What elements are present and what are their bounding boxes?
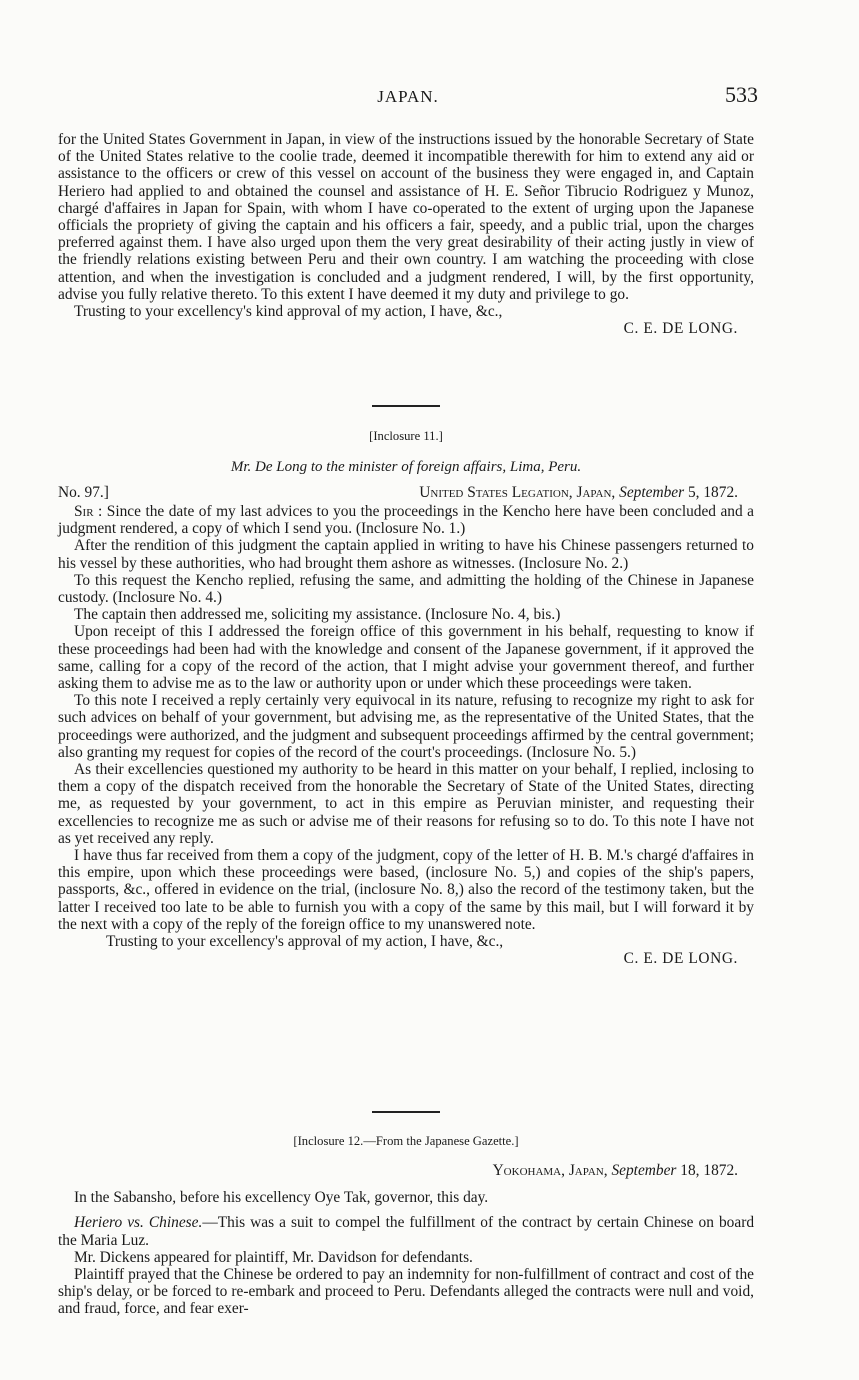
- article-dateline: Yokohama, Japan, September 18, 1872.: [492, 1162, 738, 1179]
- article-paragraph: Heriero vs. Chinese.—This was a suit to compel the fulfillment of the contract by certain Chinese on board the Maria Luz.: [58, 1214, 755, 1249]
- closing-line: Trusting to your excellency's kind approval of my action, I have, &c.,: [74, 303, 503, 321]
- continued-paragraph: for the United States Government in Japan, in view of the instructions issued by the honorable Secretary of State of the United States relative to the coolie trade, deemed it incompatible therewith for him to extend any aid or assistance to the officers or crew of this vessel on account of the business they were engaged in, and Captain Heriero had applied to and obtained the counsel and assistance of H. E. Señor Tibrucio Rodriguez y Munoz, chargé d'affaires in Japan for Spain, with whom I have co-operated to the extent of urging upon the Japanese officials the propriety of giving the captain and his officers a fair, speedy, and a public trial, upon the charges preferred against them. I have also urged upon them the very great desirability of their acting justly in view of the friendly relations existing between Peru and their own country. I am watching the proceeding with close attention, and when the investigation is concluded and a judgment rendered, I will, by the first opportunity, advise you fully relative thereto. To this extent I have deemed it my duty and privilege to go.: [58, 131, 754, 303]
- closing-line: Trusting to your excellency's approval of my action, I have, &c.,: [106, 933, 504, 951]
- letter-paragraph: Sir : Since the date of my last advices to you the proceedings in the Kencho here have been concluded and a judgment rendered, a copy of which I send you. (Inclosure No. 1.): [58, 503, 754, 538]
- article-paragraph: Mr. Dickens appeared for plaintiff, Mr. Davidson for defendants.: [74, 1248, 473, 1266]
- letter-paragraph: Upon receipt of this I addressed the foreign office of this government in his behalf, requesting to know if these proceedings had been had with the knowledge and consent of the Japanese government, if it approved the same, calling for a copy of the record of the action, that I might advise your government thereof, and further asking them to advise me as to the law or authority upon or under which these proceedings were taken.: [58, 623, 754, 693]
- inclosure-12-article: [58, 1162, 754, 1318]
- page-header: [58, 82, 758, 110]
- inclosure-12-heading: [58, 1133, 754, 1151]
- letter-paragraph: The captain then addressed me, soliciting my assistance. (Inclosure No. 4, bis.): [74, 606, 561, 624]
- inclosure-11-letter: [58, 484, 754, 967]
- section-divider: [372, 1111, 440, 1113]
- article-intro: In the Sabansho, before his excellency Oye Tak, governor, this day.: [74, 1189, 489, 1207]
- letter-dateline: [58, 484, 754, 502]
- running-head: JAPAN.: [377, 87, 439, 106]
- case-name: Heriero vs. Chinese.: [74, 1214, 203, 1232]
- letter-paragraph: I have thus far received from them a copy of the judgment, copy of the letter of H. B. M.'s chargé d'affaires in this empire, upon which these proceedings were based, (inclosure No. 5,) and copies of the ship's papers, passports, &c., offered in evidence on the trial, (inclosure No. 8,) also the record of the testimony taken, but the latter I received too late to be able to furnish you with a copy of the same by this mail, but I will forward it by the next with a copy of the reply of the foreign office to my unanswered note.: [58, 847, 754, 933]
- letter-paragraph: To this note I received a reply certainly very equivocal in its nature, refusing to recognize my right to ask for such advices on behalf of your government, but advising me, as the representative of the United States, that the proceedings were authorized, and the judgment and subsequent proceedings affirmed by the central government; also granting my request for copies of the record of the court's proceedings. (Inclosure No. 5.): [58, 692, 754, 761]
- signature: C. E. DE LONG.: [623, 320, 738, 338]
- letter-number: No. 97.]: [58, 484, 109, 501]
- section-divider: [372, 405, 440, 407]
- inclosure-label: [Inclosure 12.—From the Japanese Gazette.]: [293, 1134, 519, 1148]
- letter-paragraph: To this request the Kencho replied, refusing the same, and admitting the holding of the Chinese in Japanese custody. (Inclosure No. 4.): [58, 571, 754, 607]
- letter-title: Mr. De Long to the minister of foreign affairs, Lima, Peru.: [230, 459, 582, 475]
- letter-paragraph: As their excellencies questioned my authority to be heard in this matter on your behalf, I replied, inclosing to them a copy of the dispatch received from the honorable the Secretary of State of the United States, directing me, as requested by your government, to act in this empire as Peruvian minister, and requesting their excellencies to recognize me as such or advise me of their reasons for refusing so to do. To this note I have not as yet received any reply.: [58, 761, 754, 847]
- continued-letter: [58, 131, 754, 337]
- signature: C. E. DE LONG.: [623, 950, 738, 968]
- inclosure-11-heading: [58, 428, 754, 488]
- salutation: Sir :: [74, 503, 103, 520]
- page-number: 533: [725, 82, 758, 107]
- letter-paragraph: After the rendition of this judgment the captain applied in writing to have his Chinese passengers returned to his vessel by these authorities, who had brought them ashore as witnesses. (Inclosure No. 2.): [58, 537, 754, 572]
- article-paragraph: Plaintiff prayed that the Chinese be ordered to pay an indemnity for non-fulfillment of contract and cost of the ship's delay, or be forced to re-embark and proceed to Peru. Defendants alleged the contracts were null and void, and fraud, force, and fear exer-: [58, 1266, 754, 1318]
- letter-place-date: United States Legation, Japan, September 5, 1872.: [419, 484, 738, 501]
- inclosure-label: [Inclosure 11.]: [369, 429, 443, 443]
